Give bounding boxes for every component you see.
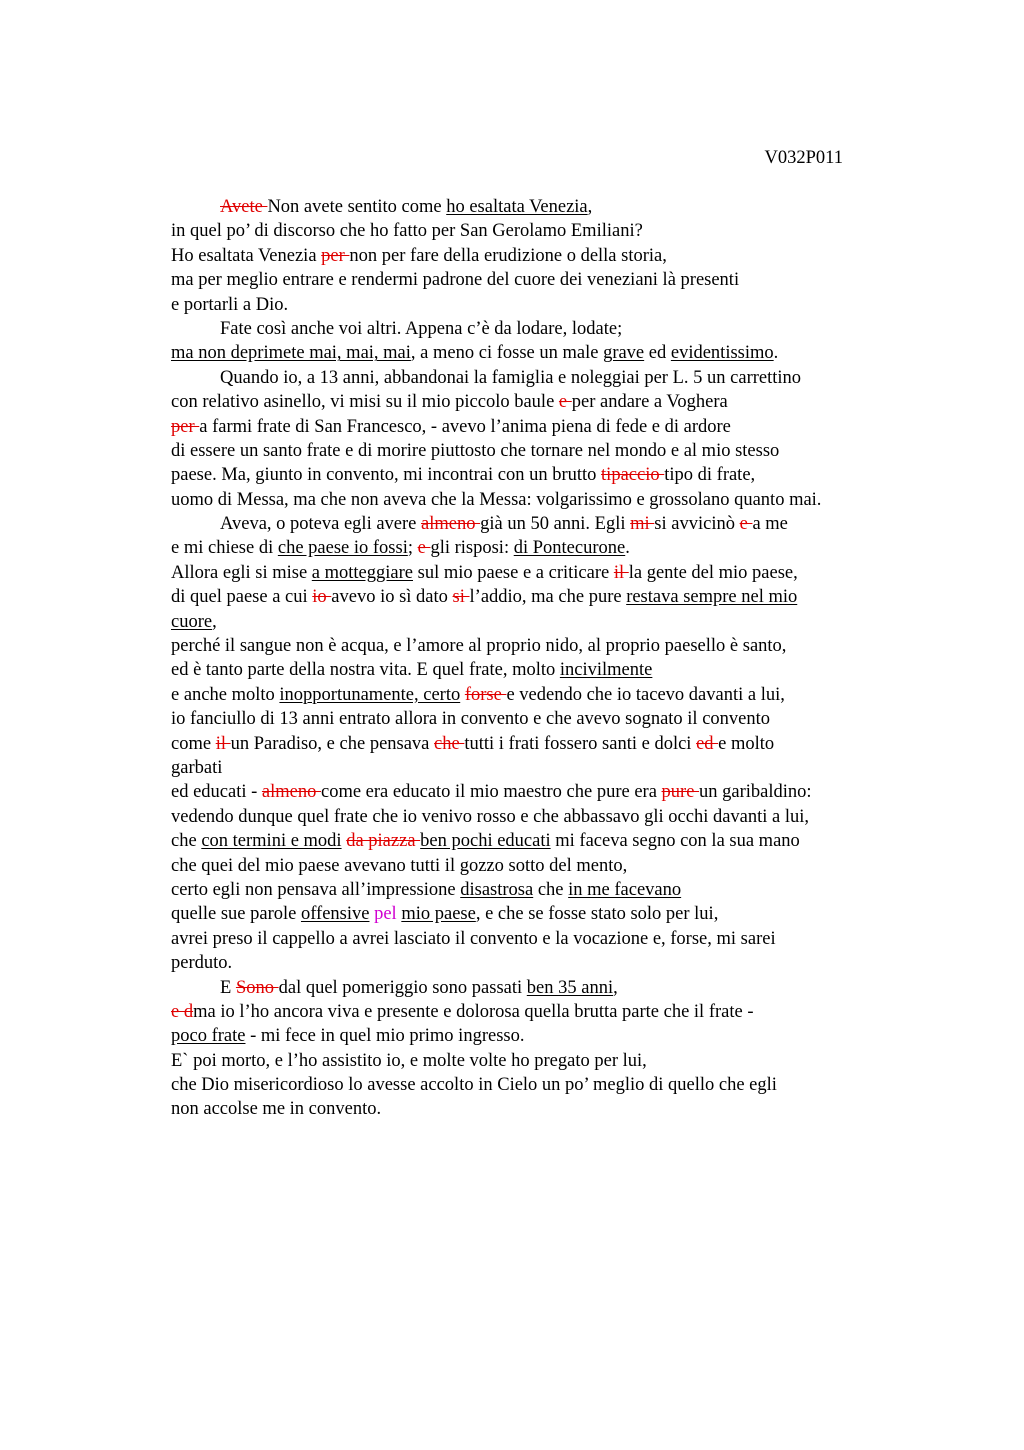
text-segment: di quel paese a cui: [171, 587, 313, 608]
text-line: [171, 317, 911, 341]
page-id: V032P011: [764, 148, 843, 168]
underlined-text: mio paese: [401, 904, 476, 925]
text-segment: che Dio misericordioso lo avesse accolto in Cielo un po’ meglio di quello che egli: [171, 1075, 777, 1096]
text-segment: che: [533, 879, 569, 900]
text-segment: ;: [407, 538, 418, 559]
text-line: [171, 512, 911, 536]
deleted-text: pure: [661, 782, 700, 803]
underlined-text: disastrosa: [460, 879, 534, 900]
text-line: [171, 658, 911, 682]
text-segment: sul mio paese e a criticare: [413, 562, 614, 583]
text-segment: la gente del mio paese,: [628, 562, 798, 583]
text-segment: come era educato il mio maestro che pure era: [321, 782, 662, 803]
text-segment: ed è tanto parte della nostra vita. E quel frate, molto: [171, 660, 560, 681]
deleted-text: e d: [171, 1001, 194, 1022]
text-line: [171, 341, 911, 365]
deleted-text: da piazza: [346, 831, 421, 852]
text-segment: vedendo dunque quel frate che io venivo rosso e che abbassavo gli occhi davanti a lui,: [171, 806, 810, 827]
text-line: [171, 878, 911, 902]
underlined-text: ho esaltata Venezia: [446, 197, 588, 217]
text-line: [171, 902, 911, 926]
text-segment: e portarli a Dio.: [171, 294, 289, 315]
text-segment: che quei del mio paese avevano tutti il gozzo sotto del mento,: [171, 855, 628, 876]
text-line: [171, 585, 911, 609]
text-segment: paese. Ma, giunto in convento, mi incontrai con un brutto: [171, 465, 602, 486]
text-line: [171, 927, 911, 951]
deleted-text: che: [434, 733, 465, 754]
deleted-text: e: [739, 514, 753, 535]
text-segment: a me: [752, 514, 788, 535]
deleted-text: forse: [464, 684, 507, 705]
text-segment: .: [625, 538, 630, 559]
deleted-text: Avete: [220, 197, 268, 217]
text-line: [171, 561, 911, 585]
text-segment: e mi chiese di: [171, 538, 278, 559]
text-segment: Ho esaltata Venezia: [171, 245, 322, 266]
underlined-text: ma non deprimete mai, mai, mai: [171, 343, 411, 364]
text-segment: ,: [212, 611, 217, 632]
underlined-text: incivilmente: [559, 660, 653, 681]
underlined-text: offensive: [300, 904, 370, 925]
underlined-text: che paese io fossi: [277, 538, 408, 559]
deleted-text: io: [312, 587, 332, 608]
text-segment: - mi fece in quel mio primo ingresso.: [245, 1026, 525, 1047]
text-segment: certo egli non pensava all’impressione: [171, 879, 461, 900]
text-line: [171, 366, 911, 390]
text-segment: avevo io sì dato: [331, 587, 453, 608]
text-line: [171, 1000, 911, 1024]
text-line: [171, 268, 911, 292]
text-segment: e molto: [718, 733, 775, 754]
text-line: [171, 829, 911, 853]
underlined-text: a motteggiare: [311, 562, 413, 583]
text-line: [171, 293, 911, 317]
text-line: [171, 415, 911, 439]
text-line: [171, 463, 911, 487]
text-line: [171, 536, 911, 560]
text-segment: uomo di Messa, ma che non aveva che la Messa: volgarissimo e grossolano quanto mai.: [171, 489, 822, 510]
deleted-text: il: [613, 562, 629, 583]
text-segment: a farmi frate di San Francesco, - avevo l’anima piena di fede e di ardore: [199, 416, 731, 437]
deleted-text: e: [558, 392, 572, 413]
deleted-text: ed: [696, 733, 719, 754]
text-segment: ed: [644, 343, 671, 364]
text-line: [171, 195, 911, 219]
text-line: [171, 732, 911, 756]
text-line: [171, 1073, 911, 1097]
text-segment: Quando io, a 13 anni, abbandonai la famiglia e noleggiai per L. 5 un carrettino: [220, 367, 802, 388]
deleted-text: almeno: [261, 782, 321, 803]
text-segment: di essere un santo frate e di morire piuttosto che tornare nel mondo e al mio stesso: [171, 440, 780, 461]
text-segment: ma per meglio entrare e rendermi padrone del cuore dei veneziani là presenti: [171, 270, 740, 291]
underlined-text: grave: [603, 343, 645, 364]
underlined-text: di Pontecurone: [513, 538, 626, 559]
text-segment: ,: [613, 977, 618, 998]
underlined-text: poco frate: [171, 1026, 246, 1047]
text-segment: Fate così anche voi altri. Appena c’è da lodare, lodate;: [220, 318, 623, 339]
text-segment: Non avete sentito come: [267, 197, 447, 217]
text-segment: l’addio, ma che pure: [469, 587, 627, 608]
text-segment: che: [171, 831, 202, 852]
text-line: [171, 976, 911, 1000]
text-line: [171, 854, 911, 878]
text-segment: un Paradiso, e che pensava: [230, 733, 435, 754]
deleted-text: mi: [630, 514, 655, 535]
deleted-text: Sono: [235, 977, 279, 998]
deleted-text: almeno: [421, 514, 481, 535]
text-segment: E: [220, 977, 236, 998]
underlined-text: restava sempre nel mio: [626, 587, 798, 608]
text-segment: garbati: [171, 757, 223, 778]
text-line: [171, 1097, 911, 1121]
text-line: [171, 683, 911, 707]
text-segment: ed educati -: [171, 782, 262, 803]
underlined-text: cuore: [171, 611, 213, 632]
underlined-text: ben 35 anni: [526, 977, 614, 998]
text-segment: perché il sangue non è acqua, e l’amore al proprio nido, al proprio paesello è santo,: [171, 636, 787, 657]
text-segment: per andare a Voghera: [571, 392, 728, 413]
underlined-text: in me facevano: [568, 879, 682, 900]
deleted-text: per: [171, 416, 200, 437]
deleted-text: si: [452, 587, 470, 608]
text-line: [171, 390, 911, 414]
text-segment: , a meno ci fosse un male: [410, 343, 604, 364]
text-segment: io fanciullo di 13 anni entrato allora in convento e che avevo sognato il convento: [171, 709, 771, 730]
text-segment: Allora egli si mise: [171, 562, 312, 583]
text-segment: si avvicinò: [654, 514, 740, 535]
text-segment: avrei preso il cappello a avrei lasciato il convento e la vocazione e, forse, mi sarei: [171, 928, 776, 949]
text-line: [171, 219, 911, 243]
text-segment: già un 50 anni. Egli: [480, 514, 631, 535]
text-segment: quelle sue parole: [171, 904, 301, 925]
text-segment: , e che se fosse stato solo per lui,: [475, 904, 719, 925]
text-segment: E` poi morto, e l’ho assistito io, e molte volte ho pregato per lui,: [171, 1050, 647, 1071]
text-segment: tutti i frati fossero santi e dolci: [464, 733, 697, 754]
text-line: [171, 780, 911, 804]
text-segment: ma io l’ho ancora viva e presente e dolorosa quella brutta parte che il frate -: [193, 1001, 754, 1022]
text-segment: non per fare della erudizione o della storia,: [349, 245, 667, 266]
deleted-text: per: [321, 245, 350, 266]
document-body: [171, 195, 911, 1122]
text-line: [171, 756, 911, 780]
text-segment: dal quel pomeriggio sono passati: [278, 977, 527, 998]
text-line: [171, 439, 911, 463]
text-line: [171, 951, 911, 975]
text-segment: non accolse me in convento.: [171, 1099, 382, 1120]
inserted-text: pel: [374, 904, 397, 925]
text-segment: gli risposi:: [430, 538, 514, 559]
text-segment: con relativo asinello, vi misi su il mio piccolo baule: [171, 392, 559, 413]
text-segment: ,: [587, 197, 593, 217]
text-line: [171, 488, 911, 512]
text-segment: mi faceva segno con la sua mano: [550, 831, 800, 852]
text-segment: Aveva, o poteva egli avere: [220, 514, 422, 535]
text-segment: in quel po’ di discorso che ho fatto per San Gerolamo Emiliani?: [171, 221, 643, 242]
underlined-text: ben pochi educati: [420, 831, 551, 852]
deleted-text: il: [215, 733, 231, 754]
text-line: [171, 610, 911, 634]
text-line: [171, 634, 911, 658]
text-segment: un garibaldino:: [699, 782, 812, 803]
deleted-text: e: [417, 538, 431, 559]
text-segment: tipo di frate,: [664, 465, 756, 486]
text-segment: e anche molto: [171, 684, 280, 705]
underlined-text: con termini e modi: [201, 831, 342, 852]
text-segment: e vedendo che io tacevo davanti a lui,: [506, 684, 785, 705]
deleted-text: tipaccio: [601, 465, 665, 486]
text-line: [171, 244, 911, 268]
text-line: [171, 1049, 911, 1073]
text-segment: come: [171, 733, 216, 754]
text-segment: perduto.: [171, 953, 233, 974]
underlined-text: inopportunamente, certo: [279, 684, 461, 705]
text-line: [171, 805, 911, 829]
text-line: [171, 707, 911, 731]
text-line: [171, 1024, 911, 1048]
text-segment: .: [773, 343, 779, 364]
underlined-text: evidentissimo: [670, 343, 774, 364]
